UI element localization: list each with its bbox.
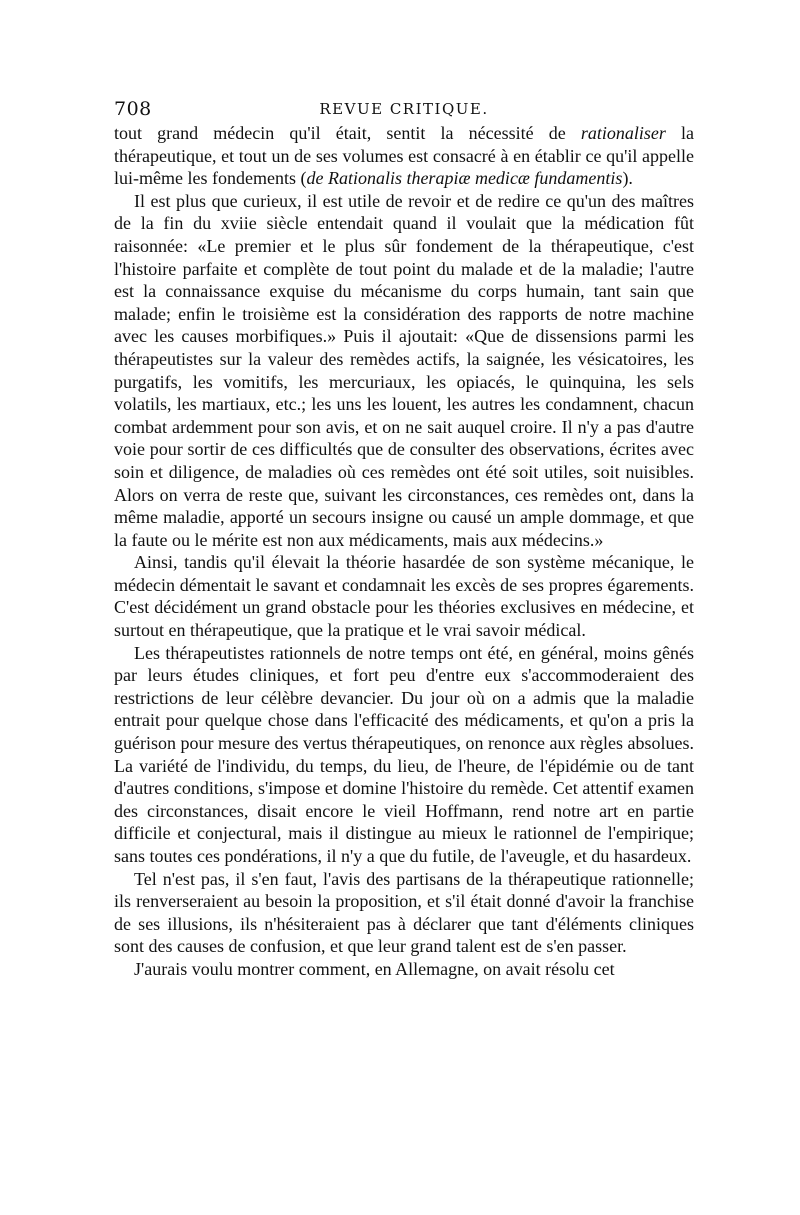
page-number: 708 xyxy=(114,98,152,120)
paragraph-6: J'aurais voulu montrer comment, en Allemagne, on avait résolu cet xyxy=(134,958,615,979)
running-head: REVUE CRITIQUE. xyxy=(319,100,489,118)
page-header xyxy=(114,96,694,122)
paragraph-1-text-c: ). xyxy=(622,168,633,189)
paragraph-1-text-a: tout grand médecin qu'il était, sentit la nécessité de xyxy=(114,123,581,143)
paragraph-1 xyxy=(114,122,694,190)
paragraph-1-text-b: la thérapeutique, et tout un de ses volumes est consacré à en établir ce qu'il appelle lui-même les fondements ( xyxy=(114,123,694,189)
body-text xyxy=(114,122,694,981)
book-page xyxy=(114,96,694,981)
paragraph-5: Tel n'est pas, il s'en faut, l'avis des partisans de la thérapeutique rationnelle; ils renverseraient au besoin la proposition, et s'il était donné d'avoir la franchise de ses illusions, ils n'hésiteraient pas à déclarer que tant d'éléments cliniques sont des causes de confusion, et que leur grand talent est de s'en passer. xyxy=(114,868,694,957)
paragraph-1-italic-title: de Rationalis therapiæ medicæ fundamentis xyxy=(306,168,623,189)
paragraph-4: Les thérapeutistes rationnels de notre temps ont été, en général, moins gênés par leurs études cliniques, et fort peu d'entre eux s'accommoderaient des restrictions de leur célèbre devancier. Du jour où on a admis que la maladie entrait pour quelque chose dans l'efficacité des médicaments, et qu'on a pris la guérison pour mesure des vertus thérapeutiques, on renonce aux règles absolues. La variété de l'individu, du temps, du lieu, de l'heure, de l'épidémie ou de tant d'autres conditions, s'impose et domine l'histoire du remède. Cet attentif examen des circonstances, disait encore le vieil Hoffmann, rend notre art en partie difficile et conjectural, mais il distingue au mieux le rationnel de l'empirique; sans toutes ces pondérations, il n'y a que du futile, de l'aveugle, et du hasardeux. xyxy=(114,642,694,866)
paragraph-1-italic-rationaliser: rationaliser xyxy=(580,123,666,143)
paragraph-3: Ainsi, tandis qu'il élevait la théorie hasardée de son système mécanique, le médecin démentait le savant et condamnait les excès de ses propres égarements. C'est décidément un grand obstacle pour les théories exclusives en médecine, et surtout en thérapeutique, que la pratique et le vrai savoir médical. xyxy=(114,552,694,641)
paragraph-2: Il est plus que curieux, il est utile de revoir et de redire ce qu'un des maîtres de la fin du xviie siècle entendait quand il voulait que la médication fût raisonnée: «Le premier et le plus sûr fondement de la thérapeutique, c'est l'histoire parfaite et complète de tout point du malade et de la maladie; l'autre est la connaissance exquise du mécanisme du corps humain, tant sain que malade; enfin le troisième est la considération des rapports de notre machine avec les causes morbifiques.» Puis il ajoutait: «Que de dissensions parmi les thérapeutistes sur la valeur des remèdes actifs, la saignée, les vésicatoires, les purgatifs, les vomitifs, les mercuriaux, les opiacés, le quinquina, les sels volatils, les martiaux, etc.; les uns les louent, les autres les condamnent, chacun combat ardemment pour son avis, et on ne sait auquel croire. Il n'y a pas d'autre voie pour sortir de ces difficultés que de consulter des observations, écrites avec soin et diligence, de maladies où ces remèdes ont été soit utiles, soit nuisibles. Alors on verra de reste que, suivant les circonstances, ces remèdes ont, dans la même maladie, apporté un secours insigne ou causé un ample dommage, et que la faute ou le mérite est non aux médicaments, mais aux médecins.» xyxy=(114,190,694,550)
